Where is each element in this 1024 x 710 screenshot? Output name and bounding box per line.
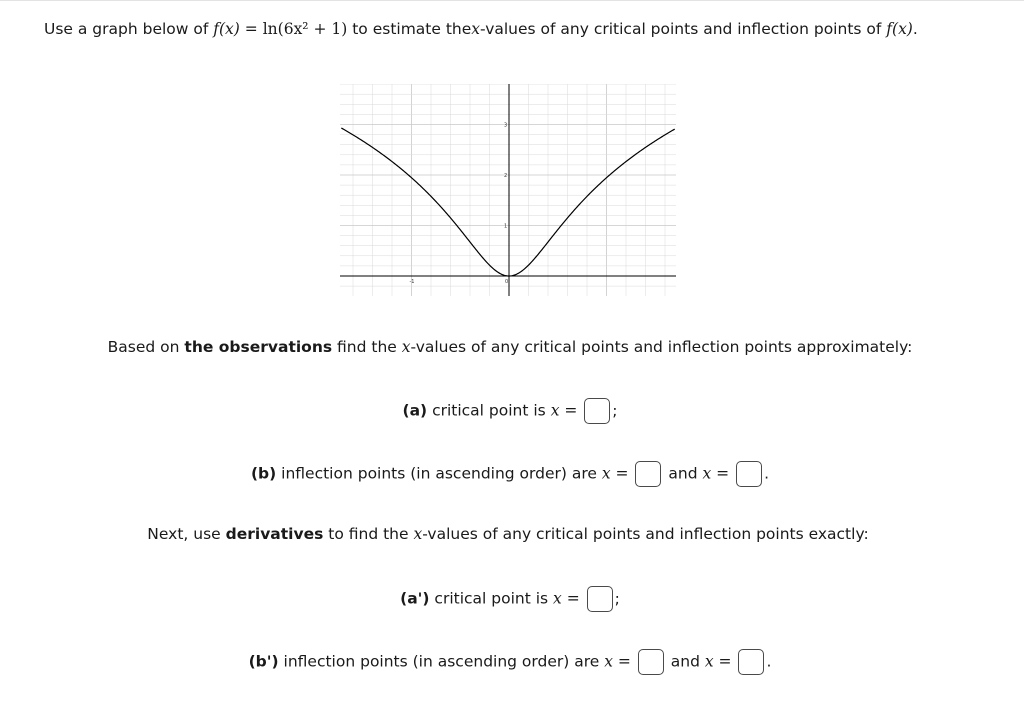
observations-bold: the observations: [184, 338, 333, 356]
x-variable: x: [413, 525, 423, 543]
part-a2-text: critical point is: [434, 589, 549, 608]
x-variable: x: [401, 338, 411, 356]
period: .: [764, 464, 770, 483]
part-b-text: inflection points (in ascending order) are: [281, 464, 597, 483]
function-curve: [341, 128, 674, 276]
and-text: and: [668, 464, 698, 483]
part-b-row: [0, 461, 1020, 487]
graph-axes: [340, 84, 676, 296]
semicolon: ;: [612, 401, 618, 420]
inflection-point-1-answer-box[interactable]: [635, 461, 661, 487]
observations-instruction: [0, 338, 1020, 356]
function-name: f(x): [213, 20, 240, 38]
graph-grid: [340, 84, 676, 296]
derivatives-instruction: [0, 525, 1016, 543]
part-b2-text: inflection points (in ascending order) are: [283, 652, 600, 671]
question-mid: to estimate the: [352, 20, 472, 38]
question-text: [44, 20, 918, 38]
and-text: and: [670, 652, 700, 671]
part-a-label: (a): [402, 401, 428, 420]
question-suffix: -values of any critical points and inflection points of: [480, 20, 882, 38]
part-b-label: (b): [250, 464, 277, 483]
exact-inflection-point-1-answer-box[interactable]: [638, 649, 664, 675]
part-a2-row: [0, 586, 1020, 612]
derivatives-bold: derivatives: [225, 525, 324, 543]
function-formula: ln(6x² + 1): [262, 20, 348, 38]
derivatives-prefix: Next, use: [147, 525, 221, 543]
function-name-end: f(x): [886, 20, 913, 38]
top-divider: [0, 0, 1024, 1]
inflection-point-2-answer-box[interactable]: [736, 461, 762, 487]
critical-point-answer-box[interactable]: [584, 398, 610, 424]
semicolon: ;: [614, 589, 620, 608]
function-graph: [340, 84, 676, 296]
part-b2-label: (b'): [248, 652, 279, 671]
part-a-text: critical point is: [432, 401, 546, 420]
part-b2-row: [0, 649, 1020, 675]
period: .: [766, 652, 772, 671]
part-a2-label: (a'): [400, 589, 430, 608]
x-equals: x =: [550, 401, 578, 420]
x-equals: x =: [601, 464, 629, 483]
x-equals: x =: [704, 652, 732, 671]
y-tick-label-1: 1: [504, 223, 508, 230]
derivatives-suffix: -values of any critical points and inflection points exactly:: [422, 525, 869, 543]
origin-tick-label: 0: [505, 279, 509, 285]
observations-prefix: Based on: [107, 338, 180, 356]
question-prefix: Use a graph below of: [44, 20, 209, 38]
question-period: .: [912, 20, 918, 38]
x-tick-label-left: -1: [409, 279, 415, 285]
derivatives-mid: to find the: [328, 525, 409, 543]
equals-sign: =: [244, 20, 258, 38]
y-tick-label-2: 2: [504, 173, 508, 179]
observations-suffix: -values of any critical points and inflection points approximately:: [410, 338, 913, 356]
exact-inflection-point-2-answer-box[interactable]: [738, 649, 764, 675]
part-a-row: [0, 398, 1020, 424]
exact-critical-point-answer-box[interactable]: [587, 586, 613, 612]
y-tick-label-3: 3: [504, 122, 508, 129]
x-equals: x =: [702, 464, 730, 483]
observations-mid: find the: [337, 338, 397, 356]
x-equals: x =: [604, 652, 631, 671]
x-variable: x: [471, 20, 481, 38]
x-equals: x =: [553, 589, 580, 608]
